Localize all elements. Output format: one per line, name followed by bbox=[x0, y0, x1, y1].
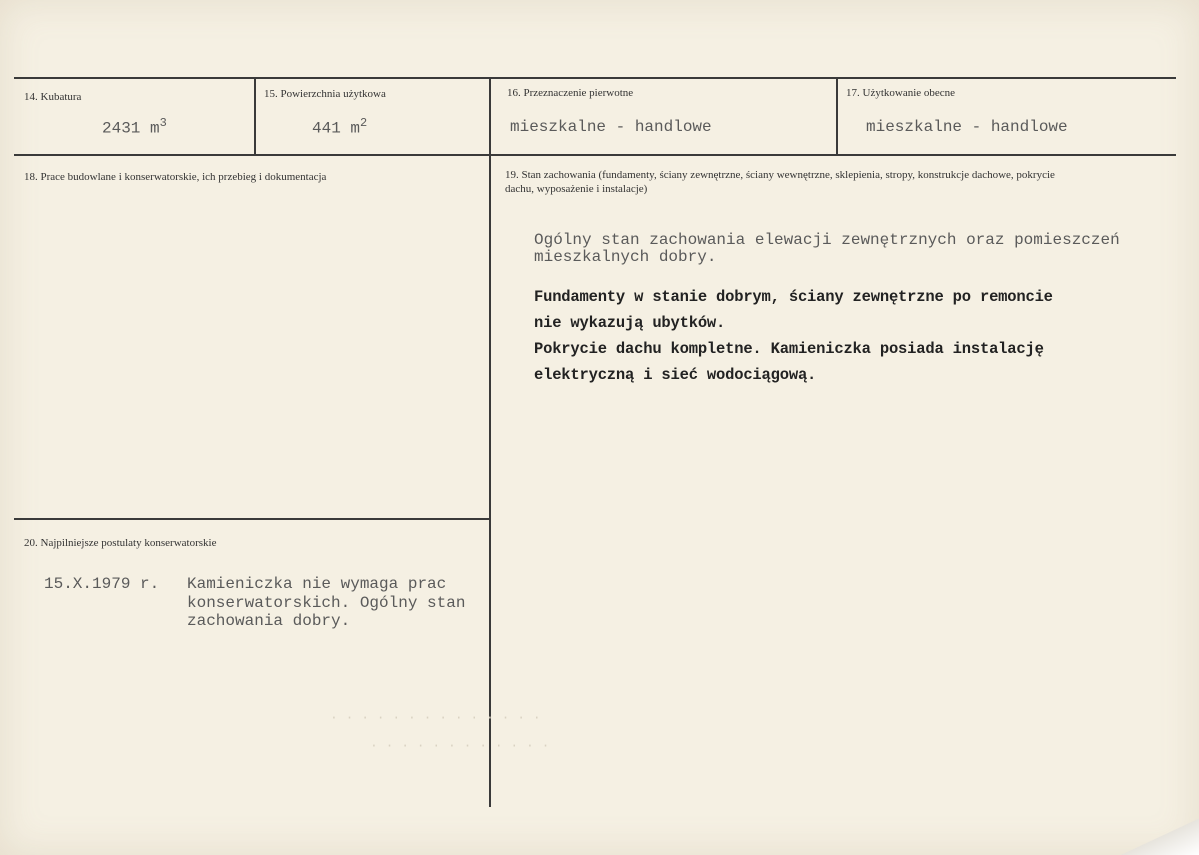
field-20-line-2: konserwatorskich. Ogólny stan bbox=[187, 594, 466, 612]
field-19-dark-line-1: Fundamenty w stanie dobrym, ściany zewnętrzne po remoncie bbox=[534, 288, 1053, 306]
field-14-unit-exponent: 3 bbox=[159, 116, 167, 130]
top-rule bbox=[14, 77, 1176, 79]
torn-corner bbox=[1109, 815, 1199, 855]
divider-16-17 bbox=[836, 77, 838, 156]
field-14-label: 14. Kubatura bbox=[24, 91, 82, 103]
field-20-date: 15.X.1979 r. bbox=[44, 575, 160, 593]
field-19-label: 19. Stan zachowania (fundamenty, ściany zewnętrzne, ściany wewnętrzne, sklepienia, stropy, konstrukcje dachowe, pokrycie dachu, wyposażenie i instalacje) bbox=[505, 169, 1055, 195]
field-19-light-line-1: Ogólny stan zachowania elewacji zewnętrznych oraz pomieszczeń bbox=[534, 231, 1120, 249]
row1-bottom-rule bbox=[14, 154, 1176, 156]
field-19-dark-line-3: Pokrycie dachu kompletne. Kamieniczka posiada instalację bbox=[534, 340, 1044, 358]
field-19-dark-line-4: elektryczną i sieć wodociągową. bbox=[534, 366, 817, 384]
field-19-dark-line-2: nie wykazują ubytków. bbox=[534, 314, 726, 332]
field-16-label: 16. Przeznaczenie pierwotne bbox=[507, 87, 634, 99]
field-18-label: 18. Prace budowlane i konserwatorskie, ich przebieg i dokumentacja bbox=[24, 171, 327, 183]
divider-main bbox=[489, 77, 491, 807]
field-20-label: 20. Najpilniejsze postulaty konserwatorskie bbox=[24, 537, 217, 549]
field-19-light-line-2: mieszkalnych dobry. bbox=[534, 248, 717, 266]
field-15-number: 441 m bbox=[312, 119, 361, 138]
show-through-marks-2: · · · · · · · · · · · · bbox=[370, 738, 550, 753]
field-20-line-1: Kamieniczka nie wymaga prac bbox=[187, 575, 447, 593]
section18-bottom-rule bbox=[14, 518, 490, 520]
field-15-label: 15. Powierzchnia użytkowa bbox=[264, 88, 386, 100]
field-14-number: 2431 m bbox=[102, 119, 160, 138]
show-through-marks: · · · · · · · · · · · · · · bbox=[330, 710, 541, 725]
field-16-value: mieszkalne - handlowe bbox=[510, 118, 712, 136]
field-14-value bbox=[102, 116, 167, 137]
field-17-label: 17. Użytkowanie obecne bbox=[846, 87, 956, 99]
field-20-line-3: zachowania dobry. bbox=[187, 612, 351, 630]
field-17-value: mieszkalne - handlowe bbox=[866, 118, 1068, 136]
field-15-value bbox=[312, 116, 367, 137]
field-15-unit-exponent: 2 bbox=[360, 116, 368, 130]
divider-14-15 bbox=[254, 77, 256, 156]
